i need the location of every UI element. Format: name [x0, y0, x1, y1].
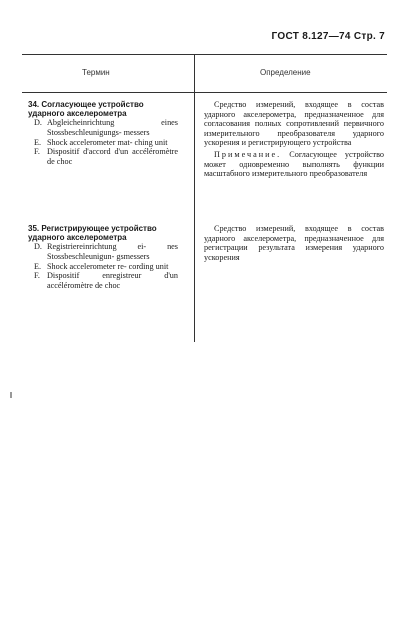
translation-fr: F. Dispositif enregistreur d'un accéléromètre de choc: [34, 271, 178, 290]
note-34: Примечание. Согласующее устройство может одновременно выполнять функции масштабного измерительного преобразователя: [204, 149, 384, 179]
table-top-rule: [22, 54, 387, 55]
margin-mark: [10, 392, 12, 398]
page-header: ГОСТ 8.127—74 Стр. 7: [271, 31, 385, 42]
table-header-rule: [22, 92, 387, 93]
term-entry-34: 34. Согласующее устройство ударного акселерометра D. Abgleicheinrichtung eines Stossbeschleunigungs- messers E. Shock accelerometer mat- ching unit F. Dispositif d'accord d'un accéléromètre de choc: [28, 100, 178, 166]
definition-34: Средство измерений, входящее в состав ударного акселерометра, предназначенное для согласования полных сопротивлений первичного измерительного преобразователя ударного ускорения и регистрирующего устройства Примечание. Согласующее устройство может одновременно выполнять функции масштабного измерительного преобразователя: [204, 100, 384, 179]
term-title: 35. Регистрирующее устройство: [28, 224, 157, 233]
column-header-definition: Определение: [260, 68, 311, 77]
term-entry-35: 35. Регистрирующее устройство ударного акселерометра D. Registriereinrichtung ei- nes Stossbeschleunigun- gsmessers E. Shock accelerometer re- cording unit F. Dispositif enregistreur d'un accéléromètre de choc: [28, 224, 178, 290]
translation-de: D. Abgleicheinrichtung eines Stossbeschleunigungs- messers: [34, 118, 178, 137]
terms-table: [22, 54, 387, 342]
table-column-divider: [194, 54, 195, 342]
definition-35: Средство измерений, входящее в состав ударного акселерометра, предназначенное для регистрации результата измерения ударного ускорения: [204, 224, 384, 262]
column-header-terms: Термин: [82, 68, 110, 77]
translation-en: E. Shock accelerometer mat- ching unit: [34, 137, 168, 147]
translation-de: D. Registriereinrichtung ei- nes Stossbeschleunigun- gsmessers: [34, 242, 178, 261]
term-title: 34. Согласующее устройство: [28, 100, 144, 109]
translation-fr: F. Dispositif d'accord d'un accéléromètre de choc: [34, 147, 178, 166]
translation-en: E. Shock accelerometer re- cording unit: [34, 261, 169, 271]
